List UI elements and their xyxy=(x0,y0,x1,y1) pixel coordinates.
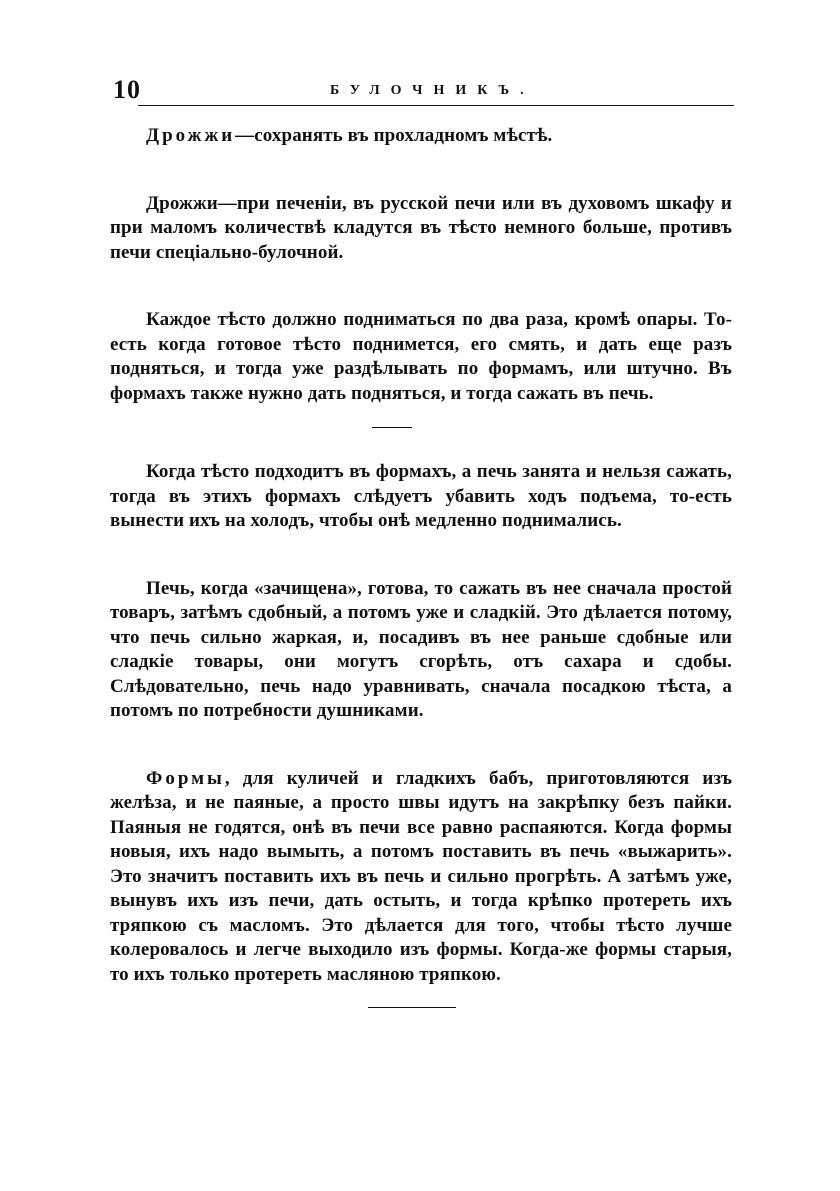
paragraph-text: Печь, когда «зачищена», готова, то сажать въ нее сначала простой товаръ, затѣмъ сдобный, а потомъ уже и сладкій. Это дѣлается потому, что печь сильно жаркая, и, посадивъ въ нее раньше сдобные или сладкіе товары, они могутъ сгорѣть, отъ сахара и сдобы. Слѣдовательно, печь надо уравнивать, сначала посадкою тѣста, а потомъ по потребности душниками. xyxy=(110,577,732,721)
book-page xyxy=(110,70,732,1008)
paragraph-yeast-storage xyxy=(110,124,732,149)
page-header xyxy=(110,70,732,110)
paragraph-oven-order xyxy=(110,577,732,724)
paragraph-yeast-amount xyxy=(110,192,732,266)
paragraph-text: —сохранять въ прохладномъ мѣстѣ. xyxy=(235,125,553,146)
paragraph-text: , для куличей и гладкихъ бабъ, приготовляются изъ желѣза, и не паяные, а просто швы идутъ на закрѣпку безъ пайки. Паяныя не годятся, онѣ въ печи все равно распаяются. Когда формы новыя, ихъ надо вымыть, а потомъ поставить въ печь «выжарить». Это значитъ поставить ихъ въ печь и сильно прогрѣть. А затѣмъ уже, вынувъ ихъ изъ печи, дать остыть, и тогда крѣпко протереть ихъ тряпкою съ масломъ. Это дѣлается для того, чтобы тѣсто лучше колеровалось и легче выходило изъ формы. Когда-же формы старыя, то ихъ только протереть масляною тряпкою. xyxy=(110,767,732,985)
end-separator xyxy=(368,1007,456,1008)
paragraph-forms-waiting xyxy=(110,460,732,534)
paragraph-baking-forms xyxy=(110,767,732,988)
paragraph-lead: Дрожжи xyxy=(146,125,236,146)
paragraph-dough-rising xyxy=(110,308,732,406)
running-title: БУЛОЧНИКЪ. xyxy=(330,83,535,98)
paragraph-text: Когда тѣсто подходитъ въ формахъ, а печь занята и нельзя сажать, тогда въ этихъ формахъ слѣдуетъ убавить ходъ подъема, то-есть вынести ихъ на холодъ, чтобы онѣ медленно поднимались. xyxy=(110,461,732,531)
page-number: 10 xyxy=(113,75,141,104)
section-separator xyxy=(372,427,412,428)
header-rule xyxy=(138,105,734,106)
paragraph-lead: Формы xyxy=(146,767,225,789)
paragraph-text: Каждое тѣсто должно подниматься по два раза, кромѣ опары. То-есть когда готовое тѣсто поднимется, его смять, и дать еще разъ подняться, и тогда уже раздѣлывать по формамъ, или штучно. Въ формахъ также нужно дать подняться, и тогда сажать въ печь. xyxy=(110,309,732,404)
paragraph-text: Дрожжи—при печеніи, въ русской печи или въ духовомъ шкафу и при маломъ количествѣ кладутся въ тѣсто немного больше, противъ печи спеціально-булочной. xyxy=(110,192,732,263)
